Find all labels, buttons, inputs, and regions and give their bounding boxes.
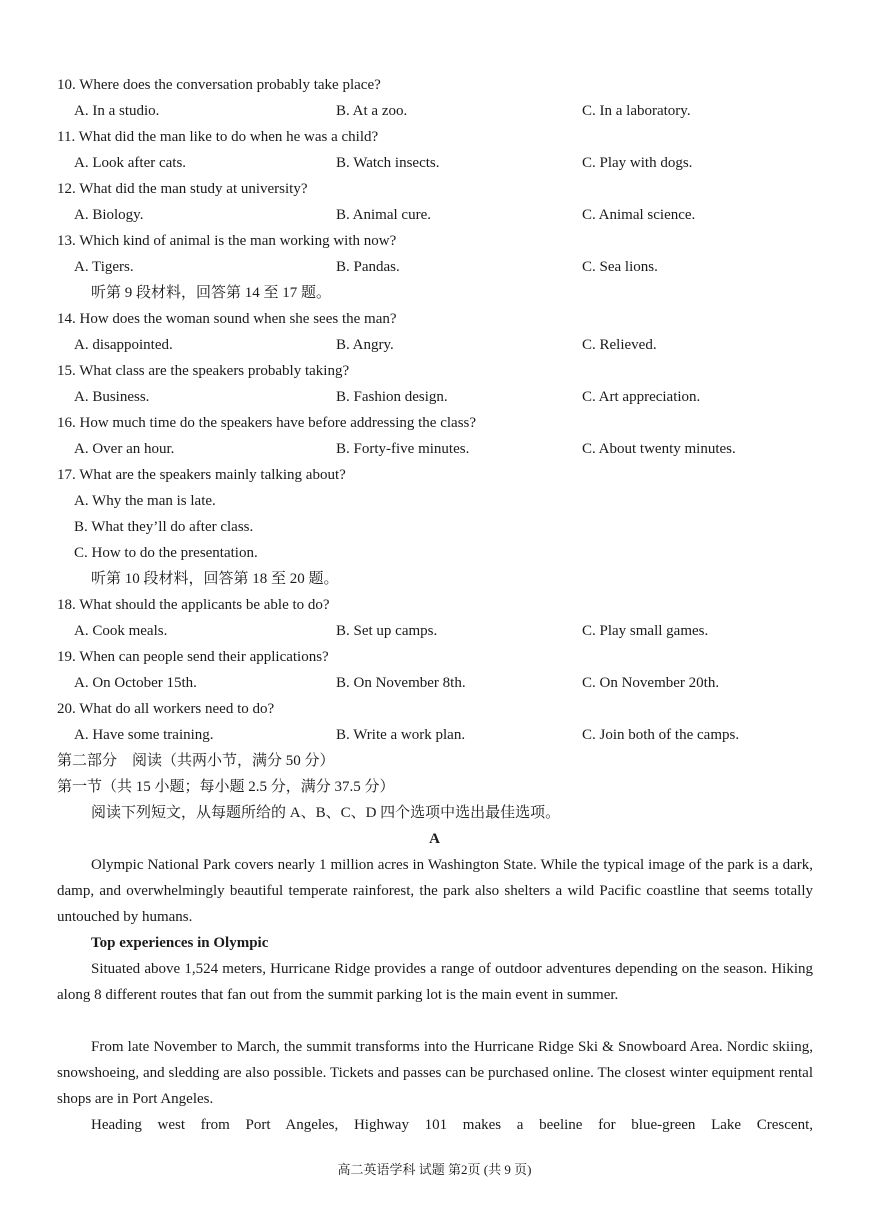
option-a: A. Cook meals. xyxy=(74,623,168,639)
option-c: C. Art appreciation. xyxy=(582,389,701,405)
passage-paragraph: Heading west from Port Angeles, Highway 101 makes a beeline for blue-green Lake Crescent, xyxy=(91,1117,813,1133)
question-options xyxy=(0,670,869,696)
question-stem: 14. How does the woman sound when she sees the man? xyxy=(57,311,397,327)
option-a: A. Why the man is late. xyxy=(74,493,216,509)
question-stem: 13. Which kind of animal is the man working with now? xyxy=(57,233,397,249)
option-a: A. Look after cats. xyxy=(74,155,187,171)
part-heading: 第二部分 阅读（共两小节，满分 50 分） xyxy=(57,753,335,769)
option-a: A. Over an hour. xyxy=(74,441,175,457)
option-b: B. On November 8th. xyxy=(336,675,466,691)
passage-paragraph: Olympic National Park covers nearly 1 million acres in Washington State. While the typical image of the park is a dark, damp, and overwhelmingly beautiful temperate rainforest, the park also shelters a wild Pacific coastline that seems totally untouched by humans. xyxy=(57,857,813,925)
listening-instruction: 听第 9 段材料，回答第 14 至 17 题。 xyxy=(91,285,332,301)
reading-directions: 阅读下列短文，从每题所给的 A、B、C、D 四个选项中选出最佳选项。 xyxy=(91,805,561,821)
passage-paragraph: From late November to March, the summit transforms into the Hurricane Ridge Ski & Snowboard Area. Nordic skiing, snowshoeing, and sledding are also possible. Tickets and passes can be purchased online. The closest winter equipment rental shops are in Port Angeles. xyxy=(57,1039,813,1107)
option-c: C. Play small games. xyxy=(582,623,709,639)
question-options xyxy=(0,332,869,358)
page-footer: 高二英语学科 试题 第2页 (共 9 页) xyxy=(337,1162,532,1177)
option-b: B. What they’ll do after class. xyxy=(74,519,254,535)
option-b: B. Angry. xyxy=(336,337,394,353)
question-options xyxy=(0,722,869,748)
option-b: B. Watch insects. xyxy=(336,155,440,171)
option-b: B. Set up camps. xyxy=(336,623,438,639)
passage-paragraph: Situated above 1,524 meters, Hurricane Ridge provides a range of outdoor adventures depending on the season. Hiking along 8 different routes that fan out from the summit parking lot is the main event in summer. xyxy=(57,961,813,1003)
option-a: A. Tigers. xyxy=(74,259,134,275)
option-c: C. Join both of the camps. xyxy=(582,727,740,743)
option-b: B. At a zoo. xyxy=(336,103,408,119)
question-options xyxy=(0,436,869,462)
option-c: C. How to do the presentation. xyxy=(74,545,258,561)
option-a: A. Business. xyxy=(74,389,150,405)
option-b: B. Write a work plan. xyxy=(336,727,466,743)
option-c: C. In a laboratory. xyxy=(582,103,691,119)
passage-subheading: Top experiences in Olympic xyxy=(91,935,269,951)
question-stem: 10. Where does the conversation probably take place? xyxy=(57,77,381,93)
option-b: B. Pandas. xyxy=(336,259,400,275)
question-options xyxy=(0,618,869,644)
question-stem: 12. What did the man study at university? xyxy=(57,181,308,197)
question-options xyxy=(0,98,869,124)
question-options xyxy=(0,254,869,280)
question-stem: 18. What should the applicants be able to do? xyxy=(57,597,330,613)
option-b: B. Fashion design. xyxy=(336,389,448,405)
option-c: C. About twenty minutes. xyxy=(582,441,736,457)
option-a: A. On October 15th. xyxy=(74,675,197,691)
question-stem: 20. What do all workers need to do? xyxy=(57,701,275,717)
question-options xyxy=(0,202,869,228)
option-a: A. Have some training. xyxy=(74,727,214,743)
option-b: B. Forty-five minutes. xyxy=(336,441,470,457)
option-b: B. Animal cure. xyxy=(336,207,431,223)
listening-instruction: 听第 10 段材料，回答第 18 至 20 题。 xyxy=(91,571,339,587)
option-c: C. Relieved. xyxy=(582,337,657,353)
option-c: C. Animal science. xyxy=(582,207,696,223)
option-c: C. Play with dogs. xyxy=(582,155,693,171)
question-stem: 19. When can people send their applications? xyxy=(57,649,329,665)
option-c: C. Sea lions. xyxy=(582,259,658,275)
option-a: A. In a studio. xyxy=(74,103,160,119)
passage-letter: A xyxy=(429,831,440,847)
option-a: A. Biology. xyxy=(74,207,144,223)
option-c: C. On November 20th. xyxy=(582,675,720,691)
question-stem: 11. What did the man like to do when he was a child? xyxy=(57,129,379,145)
question-stem: 16. How much time do the speakers have before addressing the class? xyxy=(57,415,477,431)
question-options xyxy=(0,384,869,410)
question-stem: 17. What are the speakers mainly talking about? xyxy=(57,467,346,483)
question-stem: 15. What class are the speakers probably taking? xyxy=(57,363,350,379)
option-a: A. disappointed. xyxy=(74,337,173,353)
question-options xyxy=(0,150,869,176)
section-heading: 第一节（共 15 小题；每小题 2.5 分，满分 37.5 分） xyxy=(57,779,395,795)
